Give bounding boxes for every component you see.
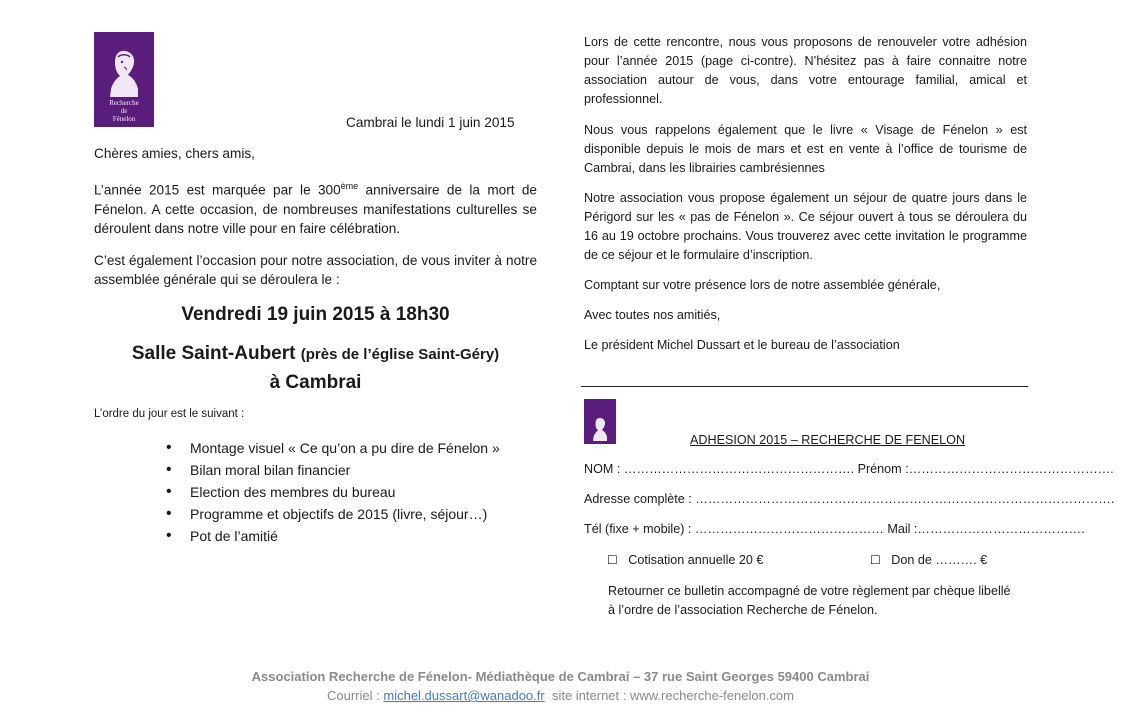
book-paragraph: Nous vous rappelons également que le livre « Visage de Fénelon » est disponible depuis le mois de mars et est en vente à l’office de tourisme de Cambrai, dans les librairies cambrésiennes (584, 123, 1027, 175)
letter-date: Cambrai le lundi 1 juin 2015 (346, 115, 515, 130)
event-date: Vendredi 19 juin 2015 à 18h30 (181, 304, 450, 325)
checkbox-icon[interactable]: ☐ (870, 553, 881, 567)
fenelon-portrait-icon (102, 47, 146, 99)
donation-option[interactable] (870, 553, 987, 567)
invitation-paragraph: C’est également l’occasion pour notre association, de vous inviter à notre assemblée générale qui se déroulera le : (94, 253, 537, 287)
agenda-intro: L’ordre du jour est le suivant : (94, 408, 245, 420)
fenelon-portrait-icon (589, 416, 611, 442)
donation-label: Don de ………. € (891, 553, 988, 567)
closing-line: Comptant sur votre présence lors de notre assemblée générale, (584, 278, 941, 292)
email-link[interactable]: michel.dussart@wanadoo.fr (383, 688, 545, 703)
regards-line: Avec toutes nos amitiés, (584, 308, 721, 322)
signature-line: Le président Michel Dussart et le bureau de l’association (584, 338, 900, 352)
list-item: • Bilan moral bilan financier (166, 459, 546, 481)
phone-mail-field[interactable]: Tél (fixe + mobile) : ……………………………………… Mail :…………………………………. (584, 522, 1085, 536)
list-item: • Montage visuel « Ce qu’on a pu dire de Fénelon » (166, 437, 546, 459)
footer-contact: Courriel : michel.dussart@wanadoo.fr site internet : www.recherche-fenelon.com (327, 688, 794, 703)
renewal-paragraph: Lors de cette rencontre, nous vous proposons de renouveler votre adhésion pour l’année 2015 (page ci-contre). N’hésitez pas à faire connaitre notre association autour de vous, dans votre entourage familial, amical et professionnel. (584, 35, 1027, 106)
cotisation-label: Cotisation annuelle 20 € (628, 553, 764, 567)
form-separator (581, 386, 1028, 387)
list-item: • Programme et objectifs de 2015 (livre, séjour…) (166, 503, 546, 525)
list-item: • Election des membres du bureau (166, 481, 546, 503)
greeting: Chères amies, chers amis, (94, 146, 255, 161)
form-logo (584, 399, 616, 444)
association-logo (94, 32, 154, 127)
event-city: à Cambrai (269, 372, 362, 393)
name-field[interactable]: NOM : ………………………………………………. Prénom :…………………………………………. (584, 462, 1114, 476)
cotisation-option[interactable] (607, 553, 763, 567)
agenda-list (166, 437, 546, 547)
intro-paragraph: L’année 2015 est marquée par le 300ème anniversaire de la mort de Fénelon. A cette occasion, de nombreuses manifestations culturelles se déroulent dans notre ville pour en faire célébration. (94, 181, 537, 236)
event-place: Salle Saint-Aubert (près de l’église Saint-Géry) (131, 343, 500, 364)
logo-text-2: de (120, 107, 128, 115)
checkbox-icon[interactable]: ☐ (607, 553, 618, 567)
return-instructions: Retourner ce bulletin accompagné de votre règlement par chèque libellé à l’ordre de l’association Recherche de Fénelon. (608, 584, 1011, 617)
logo-text-3: Fénelon (112, 115, 136, 123)
footer-address: Association Recherche de Fénelon- Médiathèque de Cambrai – 37 rue Saint Georges 59400 Cambrai (251, 669, 870, 684)
trip-paragraph: Notre association vous propose également un séjour de quatre jours dans le Périgord sur les « pas de Fénelon ». Ce séjour ouvert à tous se déroulera du 16 au 19 octobre prochains. Vous trouverez avec cette invitation le programme de ce séjour et le formulaire d’inscription. (584, 191, 1027, 262)
address-field[interactable]: Adresse complète : ………………………………………………………………………………………. (584, 492, 1115, 506)
form-title: ADHESION 2015 – RECHERCHE DE FENELON (690, 433, 966, 447)
list-item: • Pot de l’amitié (166, 525, 546, 547)
logo-text-1: Recherche (109, 99, 139, 107)
